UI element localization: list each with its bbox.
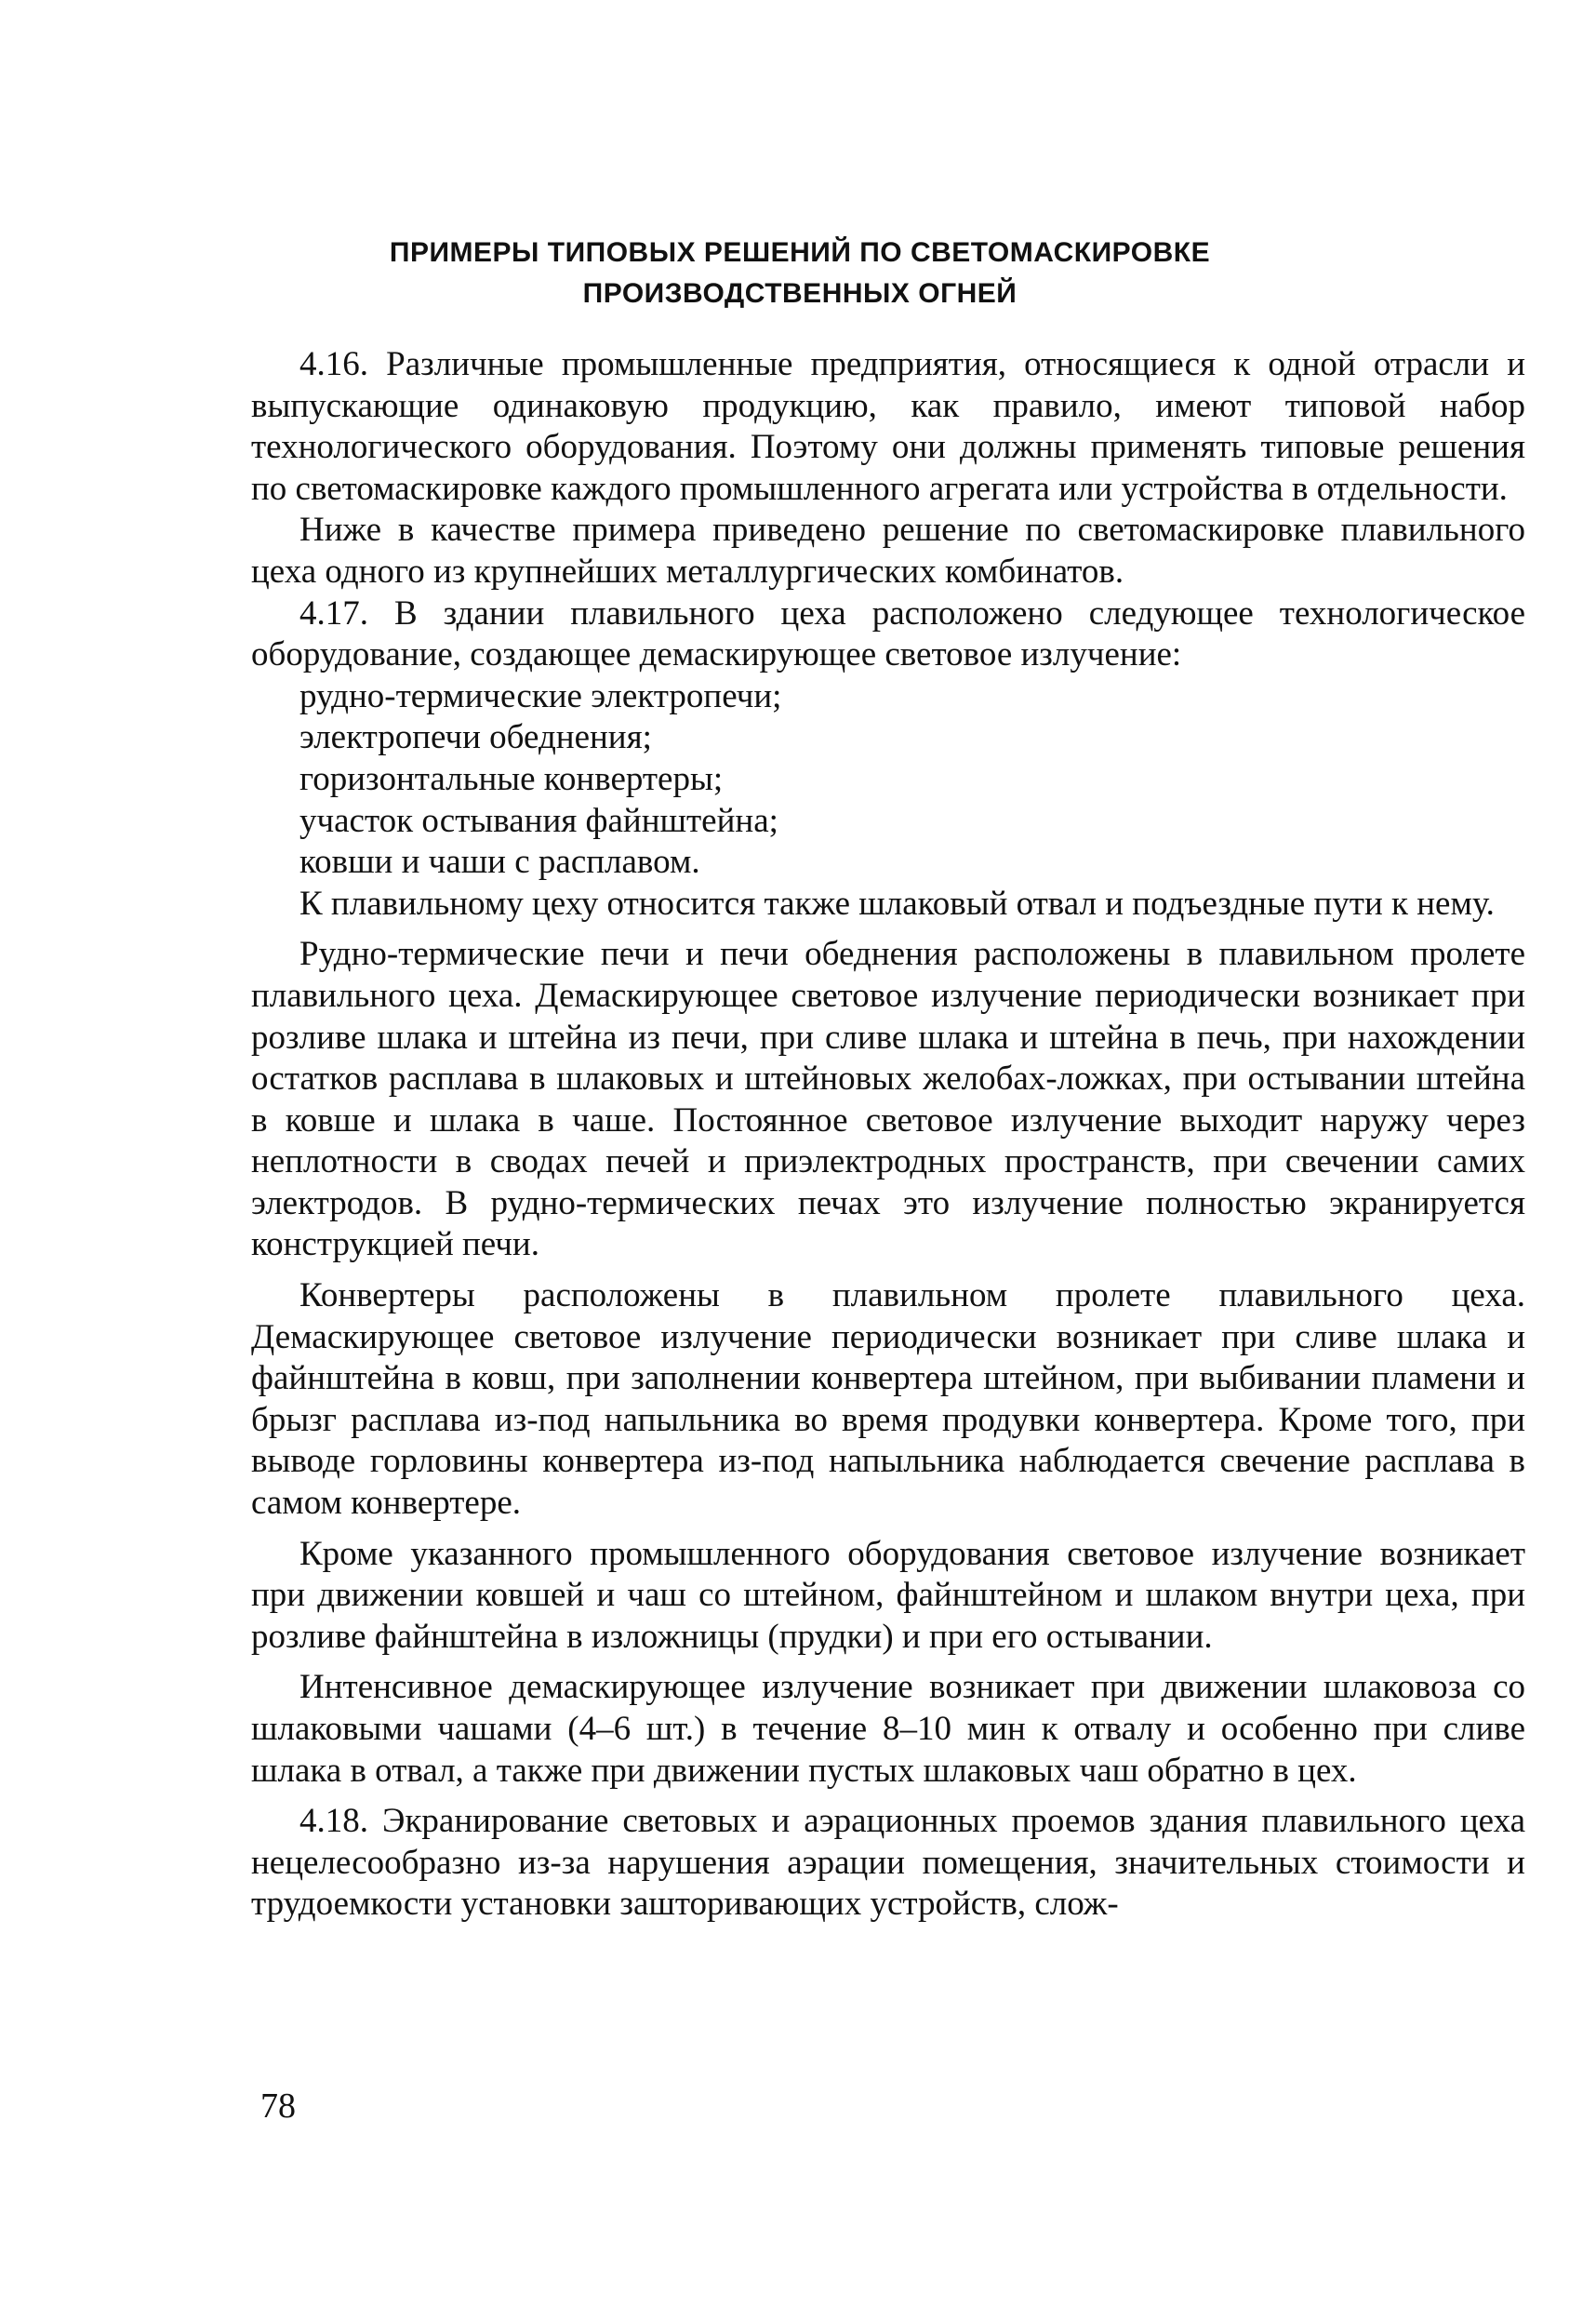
paragraph-4-17 xyxy=(251,593,1525,676)
paragraph-text: В здании плавильного цеха расположено следующее технологическое оборудование, создающее демаскирующее световое излучение: xyxy=(251,593,1525,674)
paragraph-slag-dump: К плавильному цеху относится также шлаковый отвал и подъездные пути к нему. xyxy=(299,884,1495,923)
page-number: 78 xyxy=(260,2087,296,2126)
paragraph-ladles: Кроме указанного промышленного оборудования световое излучение возникает при движении ковшей и чаш со штейном, файнштейном и шлаком внутри цеха, при розливе файнштейна в изложницы (прудки) и при его остывании. xyxy=(251,1534,1525,1656)
paragraph-converters: Конвертеры расположены в плавильном пролете плавильного цеха. Демаскирующее световое излучение периодически возникает при сливе шлака и файнштейна в ковш, при заполнении конвертера штейном, при выбивании пламени и брызг расплава из-под напыльника во время продувки конвертера. Кроме того, при выводе горловины конвертера из-под напыльника наблюдается свечение расплава в самом конвертере. xyxy=(251,1276,1525,1523)
paragraph-slag-transport: Интенсивное демаскирующее излучение возникает при движении шлаковоза со шлаковыми чашами (4–6 шт.) в течение 8–10 мин к отвалу и особенно при сливе шлака в отвал, а также при движении пустых шлаковых чаш обратно в цех. xyxy=(251,1668,1525,1790)
clause-number: 4.16. xyxy=(299,345,368,383)
paragraph-text: Различные промышленные предприятия, относящиеся к одной отрасли и выпускающие одинаковую продукцию, как правило, имеют типовой набор технологического оборудования. Поэтому они должны применять типовые решения по светомаскировке каждого промышленного агрегата или устройства в отдельности. xyxy=(251,345,1526,508)
equipment-list xyxy=(251,676,1525,884)
section-heading xyxy=(260,233,1339,314)
paragraph-furnaces: Рудно-термические печи и печи обеднения расположены в плавильном пролете плавильного цеха. Демаскирующее световое излучение периодически возникает при розливе шлака и штейна из печи, при сливе шлака и штейна в печь, при нахождении остатков расплава в шлаковых и штейновых желобах-ложках, при остывании штейна в ковше и шлака в чаше. Постоянное световое излучение выходит наружу через неплотности в сводах печей и приэлектродных пространств, при свечении самих электродов. В рудно-термических печах это излучение полностью экранируется конструкцией печи. xyxy=(251,935,1525,1264)
clause-number: 4.17. xyxy=(299,593,368,633)
heading-line-2: ПРОИЗВОДСТВЕННЫХ ОГНЕЙ xyxy=(582,278,1017,309)
list-item: горизонтальные конвертеры; xyxy=(299,759,724,798)
paragraph-4-16 xyxy=(251,344,1525,510)
body-text xyxy=(251,344,1525,1926)
paragraph-example: Ниже в качестве примера приведено решение по светомаскировке плавильного цеха одного из крупнейших металлургических комбинатов. xyxy=(251,511,1525,591)
paragraph-text: Экранирование световых и аэрационных проемов здания плавильного цеха нецелесообразно из-за нарушения аэрации помещения, значительных стоимости и трудоемкости установки зашторивающих устройств, слож- xyxy=(251,1802,1526,1924)
list-item: электропечи обеднения; xyxy=(299,718,652,757)
list-item: участок остывания файнштейна; xyxy=(299,801,778,840)
clause-number: 4.18. xyxy=(299,1802,368,1841)
paragraph-4-18 xyxy=(251,1801,1525,1926)
list-item: ковши и чаши с расплавом. xyxy=(299,843,700,882)
heading-line-1: ПРИМЕРЫ ТИПОВЫХ РЕШЕНИЙ ПО СВЕТОМАСКИРОВКЕ xyxy=(389,237,1211,268)
list-item: рудно-термические электропечи; xyxy=(299,676,782,715)
